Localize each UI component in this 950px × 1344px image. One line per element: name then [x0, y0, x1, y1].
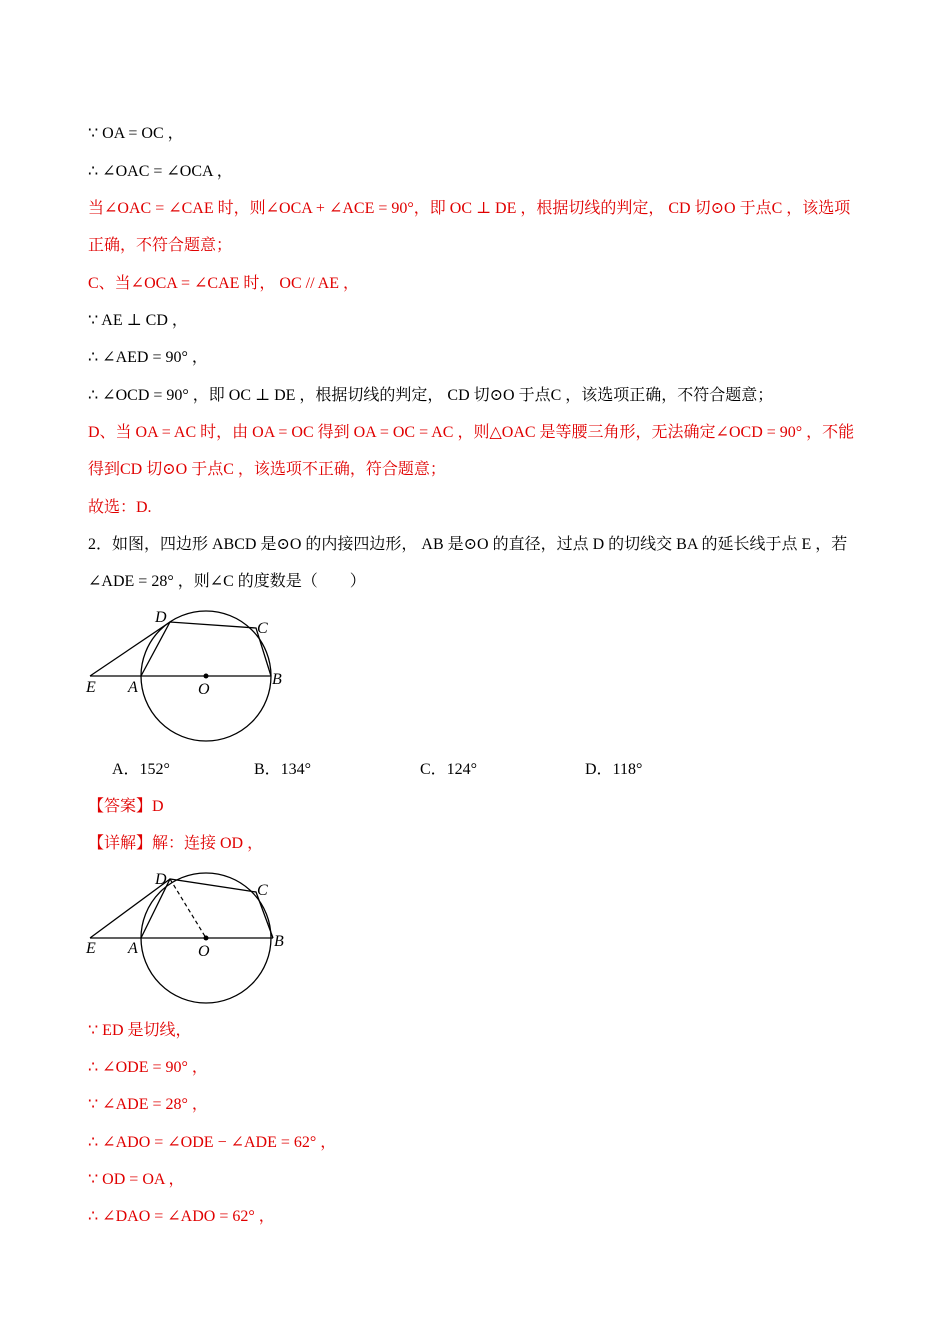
option-b: B．134° — [254, 761, 312, 778]
geometry-figure-2 — [80, 862, 300, 1012]
text-line: 当∠OAC = ∠CAE 时，则∠OCA + ∠ACE = 90°，即 OC ⊥ DE ，根据切线的判定， CD 切⊙O 于点C ，该选项 — [88, 200, 851, 217]
text-line: ∴ ∠OCD = 90° ，即 OC ⊥ DE ，根据切线的判定， CD 切⊙O 于点C ，该选项正确，不符合题意； — [88, 387, 774, 404]
option-a: A．152° — [112, 761, 170, 778]
solution-step: ∴ ∠ODE = 90° ， — [88, 1059, 208, 1076]
solution-step: ∵ OD = OA ， — [88, 1171, 185, 1188]
label-o: O — [198, 943, 210, 960]
label-d: D — [155, 871, 167, 888]
text-line: 正确，不符合题意； — [88, 237, 233, 254]
text-line: ∴ ∠OAC = ∠OCA ， — [88, 163, 233, 180]
label-a: A — [128, 940, 138, 957]
text-line: ∵ AE ⊥ CD ， — [88, 312, 188, 329]
text-line: ∴ ∠AED = 90° ， — [88, 349, 208, 366]
solution-step: ∵ ∠ADE = 28° ， — [88, 1096, 208, 1113]
text-line: C、当∠OCA = ∠CAE 时， OC // AE ， — [88, 275, 359, 292]
option-d: D．118° — [585, 761, 643, 778]
label-e: E — [86, 679, 96, 696]
text-line: ∵ OA = OC ， — [88, 125, 184, 142]
label-d: D — [155, 609, 167, 626]
geometry-figure-1 — [80, 600, 300, 750]
text-line: 得到CD 切⊙O 于点C ，该选项不正确，符合题意； — [88, 461, 446, 478]
answer-label: 【答案】D — [88, 798, 164, 815]
solution-step: ∵ ED 是切线， — [88, 1022, 192, 1039]
label-c: C — [257, 882, 268, 899]
text-line: D、当 OA = AC 时，由 OA = OC 得到 OA = OC = AC ，则△OAC 是等腰三角形，无法确定∠OCD = 90° ，不能 — [88, 424, 855, 441]
label-b: B — [272, 671, 282, 688]
label-a: A — [128, 679, 138, 696]
text-line: 故选：D. — [88, 499, 152, 516]
label-e: E — [86, 940, 96, 957]
solution-step: ∴ ∠DAO = ∠ADO = 62° ， — [88, 1208, 275, 1225]
question-text: ∠ADE = 28° ，则∠C 的度数是（ ） — [88, 573, 366, 590]
label-b: B — [274, 933, 284, 950]
detail-label: 【详解】解：连接 OD ， — [88, 835, 264, 852]
label-c: C — [257, 620, 268, 637]
label-o: O — [198, 681, 210, 698]
question-text: 2．如图，四边形 ABCD 是⊙O 的内接四边形， AB 是⊙O 的直径，过点 D 的切线交 BA 的延长线于点 E ，若 — [88, 536, 848, 553]
option-c: C．124° — [420, 761, 478, 778]
solution-step: ∴ ∠ADO = ∠ODE − ∠ADE = 62° ， — [88, 1134, 337, 1151]
